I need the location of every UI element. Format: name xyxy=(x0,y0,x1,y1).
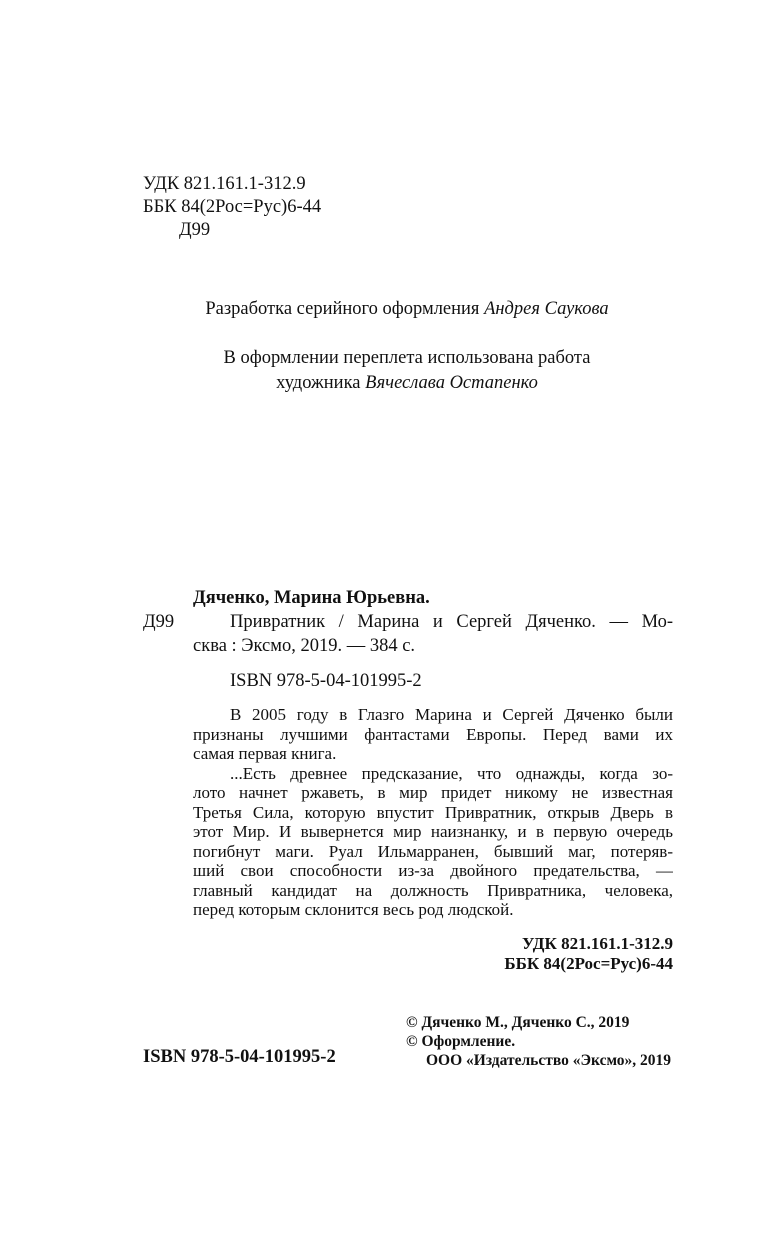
annotation-bbk-code: ББК 84(2Рос=Рус)6-44 xyxy=(504,954,673,973)
annotation-line: признаны лучшими фантастами Европы. Перед вами их xyxy=(193,724,673,744)
udk-code: УДК 821.161.1-312.9 xyxy=(143,174,306,194)
annotation-line: лото начнет ржаветь, в мир придет никому не известная xyxy=(193,783,673,802)
copyright-design: © Оформление. xyxy=(406,1033,516,1050)
cover-credit-line: В оформлении переплета использована работа xyxy=(223,348,591,368)
catalog-author-mark: Д99 xyxy=(143,612,175,632)
series-designer-name: Андрея Саукова xyxy=(484,299,609,319)
catalog-description-line: Привратник / Марина и Сергей Дяченко. — Мо- xyxy=(230,612,673,632)
annotation-line: этот Мир. И вывернется мир наизнанку, и в первую очередь xyxy=(193,822,673,841)
annotation xyxy=(193,705,673,920)
annotation-line: перед которым склонится весь род людской. xyxy=(193,900,514,919)
annotation-line: главный кандидат на должность Привратника, человека, xyxy=(193,880,673,900)
catalog-isbn: ISBN 978-5-04-101995-2 xyxy=(230,671,422,691)
cover-artist-name: Вячеслава Остапенко xyxy=(365,373,538,393)
annotation-line: В 2005 году в Глазго Марина и Сергей Дяченко были xyxy=(230,705,673,724)
cover-artist-credit xyxy=(0,372,768,395)
annotation-line: ший свои способности из-за двойного предательства, — xyxy=(193,861,673,880)
cover-artist-label: художника xyxy=(276,373,366,393)
annotation-line: Третья Сила, которую впустит Привратник, открыв Дверь в xyxy=(193,802,673,822)
annotation-line: ...Есть древнее предсказание, что однажды, когда зо- xyxy=(230,763,673,783)
footer-isbn: ISBN 978-5-04-101995-2 xyxy=(143,1047,336,1067)
author-mark: Д99 xyxy=(179,220,211,240)
series-credit-label: Разработка серийного оформления xyxy=(205,299,485,319)
annotation-line: погибнут маги. Руал Ильмарранен, бывший маг, потеряв- xyxy=(193,841,673,861)
catalog-description-line: сква : Эксмо, 2019. — 384 с. xyxy=(193,636,416,656)
catalog-author: Дяченко, Марина Юрьевна. xyxy=(193,588,430,608)
bbk-code: ББК 84(2Рос=Рус)6-44 xyxy=(143,197,322,217)
annotation-udk-code: УДК 821.161.1-312.9 xyxy=(522,934,673,953)
copyright-authors: © Дяченко М., Дяченко С., 2019 xyxy=(406,1014,630,1031)
copyright-publisher: ООО «Издательство «Эксмо», 2019 xyxy=(426,1052,672,1069)
series-design-credit xyxy=(0,298,768,321)
annotation-line: самая первая книга. xyxy=(193,744,337,763)
